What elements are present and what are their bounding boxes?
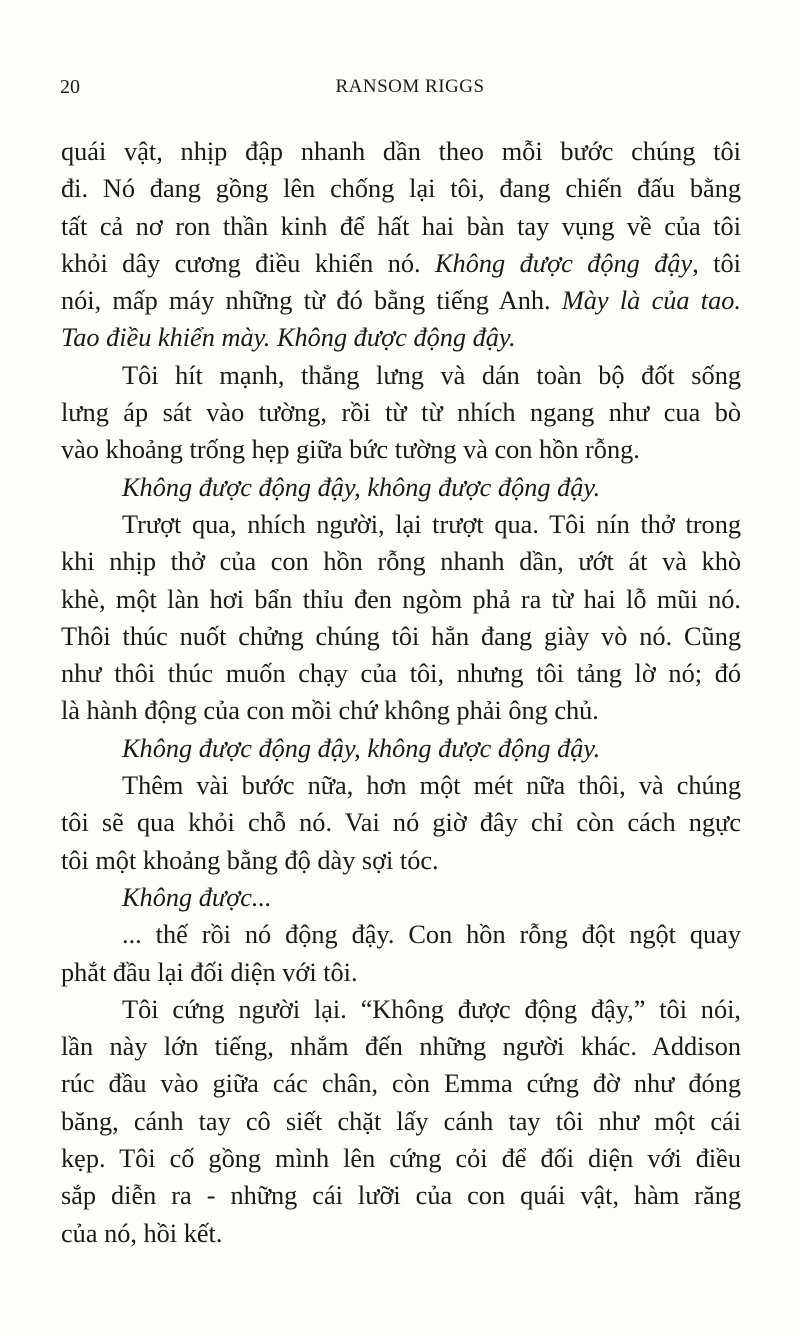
text-run: tôi sẽ qua khỏi chỗ nó. Vai nó giờ đây chỉ còn cách ngực <box>61 808 741 838</box>
text-line <box>61 1177 741 1214</box>
running-head <box>60 72 740 102</box>
text-line <box>61 543 741 580</box>
text-line <box>61 916 741 953</box>
text-line <box>61 1140 741 1177</box>
text-run: Tôi cứng người lại. “Không được động đậy,” tôi nói, <box>122 994 741 1024</box>
text-line <box>61 282 741 319</box>
text-line <box>61 431 741 468</box>
text-run: của nó, hồi kết. <box>61 1218 223 1248</box>
text-run: quái vật, nhịp đập nhanh dần theo mỗi bước chúng tôi <box>61 137 741 166</box>
text-run: đi. Nó đang gồng lên chống lại tôi, đang chiến đấu bằng <box>61 174 741 204</box>
text-line <box>61 208 741 245</box>
text-run: vào khoảng trống hẹp giữa bức tường và con hồn rỗng. <box>61 435 640 465</box>
text-run: như thôi thúc muốn chạy của tôi, nhưng tôi tảng lờ nó; đó <box>61 659 741 689</box>
text-run: kẹp. Tôi cố gồng mình lên cứng cỏi để đối diện với điều <box>61 1144 741 1174</box>
text-line <box>61 954 741 991</box>
text-line <box>61 1065 741 1102</box>
italic-text: Tao điều khiển mày. Không được động đậy. <box>61 323 516 353</box>
text-line <box>61 319 741 356</box>
text-line <box>61 133 741 170</box>
italic-text: Không được động đậy, không được động đậy. <box>122 733 601 763</box>
text-line <box>61 618 741 655</box>
italic-text: Không được... <box>122 882 272 912</box>
text-run: Thêm vài bước nữa, hơn một mét nữa thôi, và chúng <box>122 771 741 801</box>
text-line <box>61 1215 741 1252</box>
text-run: sắp diễn ra - những cái lưỡi của con quái vật, hàm răng <box>61 1181 741 1211</box>
text-line <box>61 991 741 1028</box>
text-run: khỏi dây cương điều khiển nó. <box>61 248 436 278</box>
text-run: lưng áp sát vào tường, rồi từ từ nhích ngang như cua bò <box>61 398 741 428</box>
text-line <box>61 581 741 618</box>
text-run: lần này lớn tiếng, nhắm đến những người khác. Addison <box>61 1032 741 1062</box>
text-line <box>61 469 741 506</box>
text-line <box>61 506 741 543</box>
text-run: Tôi hít mạnh, thẳng lưng và dán toàn bộ đốt sống <box>122 360 741 390</box>
italic-text: Mày là của tao. <box>561 286 741 316</box>
text-line <box>61 245 741 282</box>
text-line <box>61 1103 741 1140</box>
italic-text: Không được động đậy, không được động đậy. <box>122 472 601 502</box>
text-line <box>61 767 741 804</box>
text-line <box>61 357 741 394</box>
text-run: khè, một làn hơi bẩn thỉu đen ngòm phả ra từ hai lỗ mũi nó. <box>61 584 741 614</box>
text-line <box>61 394 741 431</box>
text-line <box>61 842 741 879</box>
text-run: là hành động của con mồi chứ không phải ông chủ. <box>61 696 599 726</box>
text-line <box>61 1028 741 1065</box>
text-line <box>61 655 741 692</box>
text-run: băng, cánh tay cô siết chặt lấy cánh tay tôi như một cái <box>61 1106 741 1136</box>
page-number: 20 <box>60 76 80 98</box>
text-run: Trượt qua, nhích người, lại trượt qua. Tôi nín thở trong <box>122 509 741 539</box>
text-run: Thôi thúc nuốt chửng chúng tôi hẳn đang giày vò nó. Cũng <box>61 621 741 651</box>
text-run: rúc đầu vào giữa các chân, còn Emma cứng đờ như đóng <box>61 1069 741 1099</box>
text-line <box>61 692 741 729</box>
italic-text: Không được động đậy <box>435 248 693 278</box>
body-text <box>61 133 741 1252</box>
text-run: phắt đầu lại đối diện với tôi. <box>61 957 358 987</box>
text-line <box>61 730 741 767</box>
running-head-author: RANSOM RIGGS <box>335 76 485 97</box>
text-run: , tôi <box>692 248 741 278</box>
text-line <box>61 170 741 207</box>
text-line <box>61 804 741 841</box>
text-run: tôi một khoảng bằng độ dày sợi tóc. <box>61 845 439 875</box>
text-run: nói, mấp máy những từ đó bằng tiếng Anh. <box>61 286 562 316</box>
text-line <box>61 879 741 916</box>
text-run: khi nhịp thở của con hồn rỗng nhanh dần, ướt át và khò <box>61 547 741 577</box>
text-run: ... thế rồi nó động đậy. Con hồn rỗng đột ngột quay <box>122 920 741 950</box>
text-run: tất cả nơ ron thần kinh để hất hai bàn tay vụng về của tôi <box>61 211 741 241</box>
